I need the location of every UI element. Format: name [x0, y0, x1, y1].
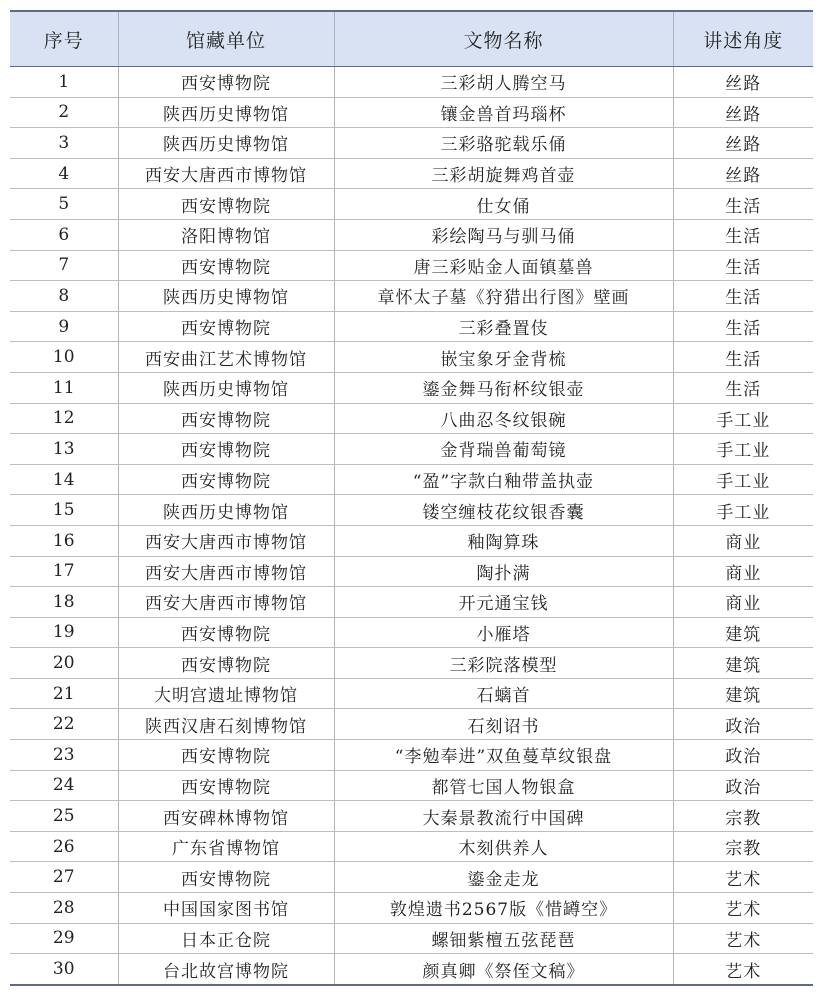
- table-row: [10, 740, 813, 771]
- artifact-name-cell: 嵌宝象牙金背梳: [334, 342, 673, 373]
- table-row: [10, 801, 813, 832]
- artifact-table: [10, 10, 813, 986]
- museum-cell: 西安碑林博物馆: [118, 801, 334, 832]
- museum-cell: 西安大唐西市博物馆: [118, 556, 334, 587]
- theme-cell: 艺术: [673, 893, 813, 924]
- row-index: 18: [10, 587, 118, 618]
- row-index: 29: [10, 923, 118, 954]
- museum-cell: 西安大唐西市博物馆: [118, 158, 334, 189]
- artifact-name-cell: “李勉奉进”双鱼蔓草纹银盘: [334, 740, 673, 771]
- museum-cell: 西安博物院: [118, 740, 334, 771]
- row-index: 25: [10, 801, 118, 832]
- artifact-name-cell: 大秦景教流行中国碑: [334, 801, 673, 832]
- museum-cell: 中国国家图书馆: [118, 893, 334, 924]
- artifact-name-cell: 八曲忍冬纹银碗: [334, 403, 673, 434]
- table-row: [10, 495, 813, 526]
- table-row: [10, 250, 813, 281]
- theme-cell: 手工业: [673, 434, 813, 465]
- table-row: [10, 923, 813, 954]
- row-index: 11: [10, 372, 118, 403]
- artifact-name-cell: 三彩院落模型: [334, 648, 673, 679]
- artifact-name-cell: “盈”字款白釉带盖执壶: [334, 464, 673, 495]
- row-index: 22: [10, 709, 118, 740]
- row-index: 3: [10, 128, 118, 159]
- theme-cell: 生活: [673, 219, 813, 250]
- theme-cell: 手工业: [673, 464, 813, 495]
- row-index: 13: [10, 434, 118, 465]
- artifact-name-cell: 三彩叠置伎: [334, 311, 673, 342]
- artifact-name-cell: 都管七国人物银盒: [334, 770, 673, 801]
- table-row: [10, 617, 813, 648]
- table-body: [10, 67, 813, 985]
- artifact-name-cell: 鎏金走龙: [334, 862, 673, 893]
- theme-cell: 政治: [673, 770, 813, 801]
- artifact-name-cell: 鎏金舞马衔杯纹银壶: [334, 372, 673, 403]
- museum-cell: 西安曲江艺术博物馆: [118, 342, 334, 373]
- museum-cell: 西安博物院: [118, 403, 334, 434]
- museum-cell: 陕西历史博物馆: [118, 495, 334, 526]
- theme-cell: 艺术: [673, 862, 813, 893]
- header-museum: 馆藏单位: [118, 11, 334, 67]
- row-index: 7: [10, 250, 118, 281]
- header-artifact: 文物名称: [334, 11, 673, 67]
- artifact-name-cell: 唐三彩贴金人面镇墓兽: [334, 250, 673, 281]
- header-theme: 讲述角度: [673, 11, 813, 67]
- table-row: [10, 862, 813, 893]
- artifact-table-container: [10, 10, 813, 986]
- row-index: 1: [10, 67, 118, 98]
- row-index: 2: [10, 97, 118, 128]
- table-row: [10, 403, 813, 434]
- theme-cell: 政治: [673, 709, 813, 740]
- table-row: [10, 648, 813, 679]
- theme-cell: 政治: [673, 740, 813, 771]
- theme-cell: 生活: [673, 250, 813, 281]
- museum-cell: 陕西历史博物馆: [118, 372, 334, 403]
- row-index: 27: [10, 862, 118, 893]
- row-index: 4: [10, 158, 118, 189]
- museum-cell: 西安博物院: [118, 189, 334, 220]
- table-row: [10, 128, 813, 159]
- museum-cell: 陕西历史博物馆: [118, 281, 334, 312]
- theme-cell: 生活: [673, 189, 813, 220]
- theme-cell: 建筑: [673, 678, 813, 709]
- header-row: [10, 11, 813, 67]
- artifact-name-cell: 仕女俑: [334, 189, 673, 220]
- row-index: 23: [10, 740, 118, 771]
- theme-cell: 生活: [673, 311, 813, 342]
- table-row: [10, 97, 813, 128]
- museum-cell: 洛阳博物馆: [118, 219, 334, 250]
- table-row: [10, 158, 813, 189]
- table-row: [10, 189, 813, 220]
- theme-cell: 商业: [673, 587, 813, 618]
- row-index: 9: [10, 311, 118, 342]
- artifact-name-cell: 镶金兽首玛瑙杯: [334, 97, 673, 128]
- artifact-name-cell: 小雁塔: [334, 617, 673, 648]
- museum-cell: 西安博物院: [118, 862, 334, 893]
- theme-cell: 手工业: [673, 403, 813, 434]
- artifact-name-cell: 陶扑满: [334, 556, 673, 587]
- theme-cell: 丝路: [673, 128, 813, 159]
- row-index: 19: [10, 617, 118, 648]
- museum-cell: 陕西历史博物馆: [118, 97, 334, 128]
- row-index: 26: [10, 831, 118, 862]
- theme-cell: 建筑: [673, 617, 813, 648]
- theme-cell: 建筑: [673, 648, 813, 679]
- table-row: [10, 678, 813, 709]
- museum-cell: 西安博物院: [118, 434, 334, 465]
- header-index: 序号: [10, 11, 118, 67]
- museum-cell: 西安大唐西市博物馆: [118, 587, 334, 618]
- table-row: [10, 464, 813, 495]
- museum-cell: 西安博物院: [118, 311, 334, 342]
- museum-cell: 西安博物院: [118, 770, 334, 801]
- theme-cell: 艺术: [673, 954, 813, 985]
- row-index: 28: [10, 893, 118, 924]
- museum-cell: 西安博物院: [118, 648, 334, 679]
- table-row: [10, 954, 813, 985]
- museum-cell: 西安博物院: [118, 464, 334, 495]
- table-row: [10, 311, 813, 342]
- theme-cell: 丝路: [673, 97, 813, 128]
- table-row: [10, 434, 813, 465]
- row-index: 21: [10, 678, 118, 709]
- artifact-name-cell: 石刻诏书: [334, 709, 673, 740]
- artifact-name-cell: 金背瑞兽葡萄镜: [334, 434, 673, 465]
- artifact-name-cell: 镂空缠枝花纹银香囊: [334, 495, 673, 526]
- museum-cell: 西安博物院: [118, 250, 334, 281]
- artifact-name-cell: 三彩骆驼载乐俑: [334, 128, 673, 159]
- theme-cell: 丝路: [673, 158, 813, 189]
- table-row: [10, 342, 813, 373]
- museum-cell: 陕西历史博物馆: [118, 128, 334, 159]
- row-index: 20: [10, 648, 118, 679]
- table-row: [10, 556, 813, 587]
- artifact-name-cell: 彩绘陶马与驯马俑: [334, 219, 673, 250]
- artifact-name-cell: 敦煌遗书2567版《惜罇空》: [334, 893, 673, 924]
- theme-cell: 生活: [673, 281, 813, 312]
- theme-cell: 商业: [673, 525, 813, 556]
- row-index: 17: [10, 556, 118, 587]
- museum-cell: 陕西汉唐石刻博物馆: [118, 709, 334, 740]
- row-index: 15: [10, 495, 118, 526]
- row-index: 24: [10, 770, 118, 801]
- theme-cell: 手工业: [673, 495, 813, 526]
- row-index: 30: [10, 954, 118, 985]
- table-row: [10, 372, 813, 403]
- museum-cell: 西安博物院: [118, 617, 334, 648]
- table-row: [10, 709, 813, 740]
- table-row: [10, 587, 813, 618]
- table-row: [10, 831, 813, 862]
- museum-cell: 日本正仓院: [118, 923, 334, 954]
- museum-cell: 台北故宫博物院: [118, 954, 334, 985]
- museum-cell: 西安博物院: [118, 67, 334, 98]
- theme-cell: 生活: [673, 372, 813, 403]
- theme-cell: 宗教: [673, 801, 813, 832]
- artifact-name-cell: 木刻供养人: [334, 831, 673, 862]
- artifact-name-cell: 三彩胡旋舞鸡首壶: [334, 158, 673, 189]
- row-index: 16: [10, 525, 118, 556]
- theme-cell: 宗教: [673, 831, 813, 862]
- artifact-name-cell: 三彩胡人腾空马: [334, 67, 673, 98]
- row-index: 14: [10, 464, 118, 495]
- row-index: 5: [10, 189, 118, 220]
- row-index: 12: [10, 403, 118, 434]
- table-row: [10, 770, 813, 801]
- row-index: 6: [10, 219, 118, 250]
- theme-cell: 丝路: [673, 67, 813, 98]
- artifact-name-cell: 颜真卿《祭侄文稿》: [334, 954, 673, 985]
- artifact-name-cell: 章怀太子墓《狩猎出行图》壁画: [334, 281, 673, 312]
- theme-cell: 艺术: [673, 923, 813, 954]
- row-index: 8: [10, 281, 118, 312]
- museum-cell: 西安大唐西市博物馆: [118, 525, 334, 556]
- row-index: 10: [10, 342, 118, 373]
- table-row: [10, 893, 813, 924]
- museum-cell: 大明宫遗址博物馆: [118, 678, 334, 709]
- table-row: [10, 219, 813, 250]
- artifact-name-cell: 螺钿紫檀五弦琵琶: [334, 923, 673, 954]
- table-row: [10, 281, 813, 312]
- artifact-name-cell: 石螭首: [334, 678, 673, 709]
- artifact-name-cell: 开元通宝钱: [334, 587, 673, 618]
- museum-cell: 广东省博物馆: [118, 831, 334, 862]
- table-row: [10, 67, 813, 98]
- theme-cell: 生活: [673, 342, 813, 373]
- artifact-name-cell: 釉陶算珠: [334, 525, 673, 556]
- table-row: [10, 525, 813, 556]
- theme-cell: 商业: [673, 556, 813, 587]
